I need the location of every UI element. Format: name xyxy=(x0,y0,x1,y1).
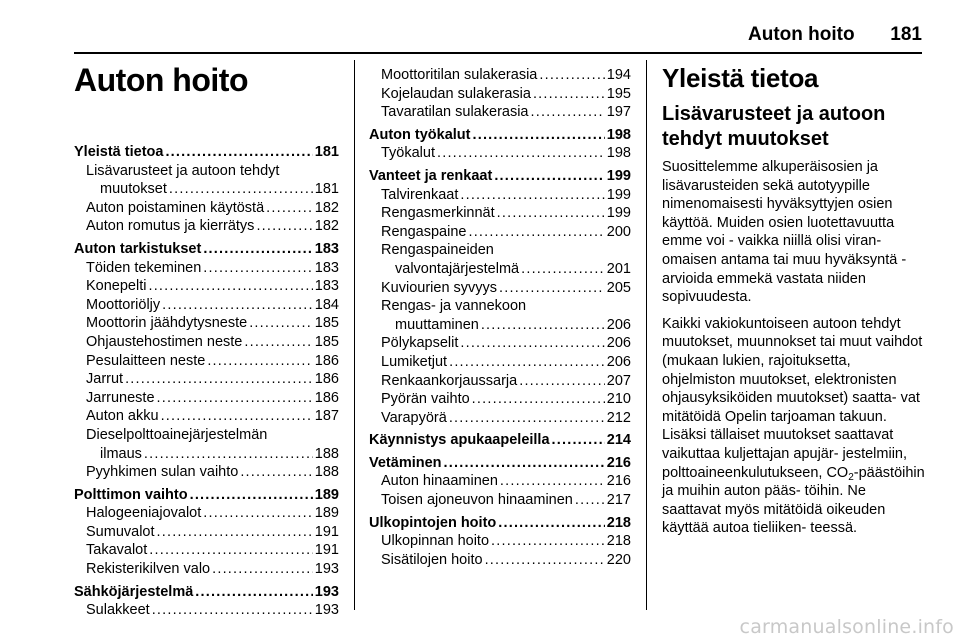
toc-page-number: 198 xyxy=(606,126,631,143)
toc-entry-title: muutokset xyxy=(100,181,167,198)
toc-entry-title: Auton akku xyxy=(86,408,159,425)
toc-entry xyxy=(74,463,339,482)
toc-entry-title: Rengaspaine xyxy=(381,223,467,240)
toc-entry xyxy=(369,372,631,391)
toc-entry-title: Auton työkalut xyxy=(369,126,471,143)
toc-entry-title: Sumuvalot xyxy=(86,523,155,540)
dot-leader xyxy=(498,514,605,533)
dot-leader xyxy=(249,314,313,333)
toc-entry-title: Rekisterikilven valo xyxy=(86,561,211,578)
toc-entry-title: Jarrut xyxy=(86,371,124,388)
toc-entry-title: Pyörän vaihto xyxy=(381,391,470,408)
toc-entry-title: Moottorin jäähdytysneste xyxy=(86,315,248,332)
toc-entry xyxy=(74,277,339,296)
dot-leader xyxy=(125,370,313,389)
toc-page-number: 187 xyxy=(314,408,339,425)
toc-section-entry xyxy=(369,167,631,186)
toc-entry xyxy=(369,144,631,163)
toc-entry-title: Ulkopinnan hoito xyxy=(381,533,490,550)
toc-page-number: 206 xyxy=(606,335,631,352)
dot-leader xyxy=(460,334,604,353)
dot-leader xyxy=(449,353,605,372)
toc-page-number: 181 xyxy=(314,181,339,198)
toc-page-number: 218 xyxy=(606,533,631,550)
dot-leader xyxy=(531,103,605,122)
dot-leader xyxy=(169,180,313,199)
dot-leader xyxy=(533,85,605,104)
toc-entry xyxy=(369,85,631,104)
toc-entry xyxy=(74,314,339,333)
section-text-column xyxy=(662,62,926,546)
toc-entry xyxy=(369,409,631,428)
toc-entry xyxy=(74,296,339,315)
toc-entry xyxy=(74,352,339,371)
dot-leader xyxy=(521,260,605,279)
toc-page-number: 183 xyxy=(314,278,339,295)
toc-entry-title: muuttaminen xyxy=(395,316,479,333)
toc-entry xyxy=(369,491,631,510)
paragraph-text: Kaikki vakiokuntoiseen autoon tehdyt muutokset, muunnokset tai muut vaihdot (mukaan lukien, rajoituksetta, ohjelmiston muutokset, elektronisten ohjausyksiköiden muutokset) saatta- vat mitätöidä Opelin tarjoaman takuun. Lisäksi tällaiset muutokset saattavat vaikuttaa kuljettajan apujär- jestelmiin, polttoaineenkulutukseen, CO xyxy=(662,315,923,481)
toc-entry-title: Yleistä tietoa xyxy=(74,144,164,160)
chapter-title: Auton hoito xyxy=(74,62,248,98)
toc-entry-title: Dieselpolttoainejärjestelmän xyxy=(86,426,268,443)
toc-page-number: 207 xyxy=(606,372,631,389)
running-header-title: Auton hoito xyxy=(748,24,855,45)
toc-entry-title: Töiden tekeminen xyxy=(86,259,202,276)
toc-page-number: 194 xyxy=(606,67,631,83)
dot-leader xyxy=(212,560,313,579)
toc-entry-title: Auton tarkistukset xyxy=(74,240,202,257)
toc-page-number: 200 xyxy=(606,223,631,240)
toc-page-number: 199 xyxy=(606,167,631,184)
toc-entry-title: Lisävarusteet ja autoon tehdyt xyxy=(86,162,280,179)
toc-entry-title: Moottoriöljy xyxy=(86,296,161,313)
toc-page-number: 199 xyxy=(606,205,631,222)
toc-entry-continued xyxy=(369,297,631,316)
dot-leader xyxy=(494,167,604,186)
toc-page-number: 182 xyxy=(314,218,339,235)
toc-entry xyxy=(369,186,631,205)
toc-section-entry xyxy=(74,583,339,602)
toc-entry xyxy=(74,504,339,523)
toc-entry-title: Työkalut xyxy=(381,145,435,162)
toc-page-number: 193 xyxy=(314,602,339,619)
dot-leader xyxy=(162,296,313,315)
dot-leader xyxy=(539,66,604,85)
toc-page-number: 197 xyxy=(606,104,631,121)
paragraph-text: -päästöihin ja muihin auton pääs- töihin. Ne saattavat myös mitätöidä oikeuden käyttää autoa tieliiken- teessä. xyxy=(662,464,925,537)
dot-leader xyxy=(203,259,313,278)
dot-leader xyxy=(266,199,313,218)
toc-entry xyxy=(74,541,339,560)
toc-entry-continued xyxy=(369,241,631,260)
toc-entry xyxy=(369,353,631,372)
toc-entry xyxy=(369,204,631,223)
toc-entry-title: Lumiketjut xyxy=(381,353,448,370)
toc-entry xyxy=(74,389,339,408)
toc-page-number: 214 xyxy=(606,432,631,449)
toc-page-number: 185 xyxy=(314,315,339,332)
toc-entry-title: Ohjaustehostimen neste xyxy=(86,333,243,350)
toc-entry xyxy=(369,334,631,353)
toc-entry-title: Sulakkeet xyxy=(86,602,150,619)
toc-page-number: 189 xyxy=(314,486,339,503)
toc-section-entry xyxy=(369,431,631,450)
toc-entry xyxy=(74,370,339,389)
table-of-contents-column-2 xyxy=(369,66,631,569)
toc-page-number: 205 xyxy=(606,279,631,296)
toc-page-number: 216 xyxy=(606,473,631,490)
dot-leader xyxy=(157,523,313,542)
toc-entry xyxy=(74,560,339,579)
table-of-contents-column-1 xyxy=(74,143,339,620)
toc-entry-title: Kojelaudan sulakerasia xyxy=(381,85,531,102)
dot-leader xyxy=(575,491,605,510)
toc-entry-title: Rengas- ja vannekoon xyxy=(381,298,527,315)
dot-leader xyxy=(552,431,605,450)
toc-section-entry xyxy=(74,143,339,162)
dot-leader xyxy=(491,532,605,551)
toc-page-number: 212 xyxy=(606,409,631,426)
toc-entry-title: Kuviourien syvyys xyxy=(381,279,498,296)
dot-leader xyxy=(148,277,312,296)
paragraph xyxy=(662,315,926,538)
toc-entry xyxy=(74,523,339,542)
toc-page-number: 195 xyxy=(606,85,631,102)
toc-page-number: 191 xyxy=(314,542,339,559)
watermark: carmanualsonline.info xyxy=(739,616,954,638)
column-divider xyxy=(646,60,647,610)
toc-entry xyxy=(74,217,339,236)
column-divider xyxy=(354,60,355,610)
toc-entry-title: Käynnistys apukaapeleilla xyxy=(369,432,550,449)
toc-entry xyxy=(369,260,631,279)
toc-page-number: 201 xyxy=(606,260,631,277)
dot-leader xyxy=(437,144,605,163)
toc-entry xyxy=(74,445,339,464)
toc-page-number: 220 xyxy=(606,551,631,568)
toc-entry xyxy=(74,199,339,218)
toc-page-number: 181 xyxy=(314,144,339,160)
dot-leader xyxy=(481,316,605,335)
toc-entry-title: Pesulaitteen neste xyxy=(86,352,206,369)
toc-entry-title: Auton hinaaminen xyxy=(381,473,498,490)
toc-entry-continued xyxy=(74,426,339,445)
toc-page-number: 193 xyxy=(314,561,339,578)
toc-page-number: 191 xyxy=(314,523,339,540)
dot-leader xyxy=(473,126,605,145)
toc-entry xyxy=(74,333,339,352)
dot-leader xyxy=(449,409,605,428)
dot-leader xyxy=(244,333,312,352)
dot-leader xyxy=(444,454,605,473)
toc-page-number: 218 xyxy=(606,514,631,531)
section-heading: Yleistä tietoa xyxy=(662,63,819,93)
toc-entry-title: Talvirenkaat xyxy=(381,186,459,203)
toc-page-number: 188 xyxy=(314,464,339,481)
header-rule xyxy=(74,52,922,54)
page-number: 181 xyxy=(890,24,922,45)
toc-page-number: 186 xyxy=(314,352,339,369)
dot-leader xyxy=(149,541,313,560)
toc-entry-title: Toisen ajoneuvon hinaaminen xyxy=(381,492,573,509)
dot-leader xyxy=(190,486,313,505)
toc-entry xyxy=(369,279,631,298)
toc-page-number: 186 xyxy=(314,389,339,406)
toc-entry-title: Vanteet ja renkaat xyxy=(369,167,493,184)
toc-page-number: 210 xyxy=(606,391,631,408)
toc-entry-title: Polttimon vaihto xyxy=(74,486,188,503)
toc-section-entry xyxy=(369,514,631,533)
dot-leader xyxy=(256,217,312,236)
toc-entry xyxy=(74,180,339,199)
dot-leader xyxy=(472,390,605,409)
dot-leader xyxy=(195,583,313,602)
toc-entry-title: valvontajärjestelmä xyxy=(395,260,520,277)
toc-entry xyxy=(74,407,339,426)
toc-page-number: 189 xyxy=(314,505,339,522)
dot-leader xyxy=(468,223,604,242)
toc-page-number: 206 xyxy=(606,316,631,333)
toc-entry-title: ilmaus xyxy=(100,445,142,462)
toc-page-number: 185 xyxy=(314,333,339,350)
section-subheading: Lisävarusteet ja autoon tehdyt muutokset xyxy=(662,103,886,150)
toc-entry-title: Rengaspaineiden xyxy=(381,242,494,259)
dot-leader xyxy=(497,204,605,223)
toc-page-number: 183 xyxy=(314,259,339,276)
toc-page-number: 216 xyxy=(606,454,631,471)
toc-entry-title: Rengasmerkinnät xyxy=(381,205,495,222)
toc-entry-title: Auton romutus ja kierrätys xyxy=(86,218,255,235)
toc-entry-title: Sisätilojen hoito xyxy=(381,551,483,568)
toc-entry xyxy=(74,259,339,278)
toc-entry-title: Tavaratilan sulakerasia xyxy=(381,104,529,121)
toc-entry-title: Auton poistaminen käytöstä xyxy=(86,199,265,216)
toc-entry-title: Vetäminen xyxy=(369,454,442,471)
dot-leader xyxy=(460,186,604,205)
toc-entry-title: Halogeeniajovalot xyxy=(86,505,202,522)
dot-leader xyxy=(203,240,312,259)
toc-page-number: 199 xyxy=(606,186,631,203)
toc-entry-title: Pyyhkimen sulan vaihto xyxy=(86,464,239,481)
toc-entry xyxy=(369,316,631,335)
toc-page-number: 186 xyxy=(314,371,339,388)
toc-entry xyxy=(369,390,631,409)
toc-entry xyxy=(369,66,631,85)
toc-entry xyxy=(369,532,631,551)
toc-entry xyxy=(369,103,631,122)
dot-leader xyxy=(500,472,605,491)
dot-leader xyxy=(499,279,605,298)
toc-entry xyxy=(369,551,631,570)
toc-section-entry xyxy=(369,126,631,145)
dot-leader xyxy=(485,551,605,570)
toc-page-number: 184 xyxy=(314,296,339,313)
dot-leader xyxy=(157,389,313,408)
toc-page-number: 193 xyxy=(314,583,339,600)
paragraph: Suosittelemme alkuperäisosien ja lisävarusteiden sekä autotyypille nimenomaisesti hyväksyttyjen osien käyttöä. Muiden osien luotettavuutta emme voi - vaikka niillä olisi viran- omaisen antama tai muu hyväksyntä - arvioida emmekä vastata niiden sopivuudesta. xyxy=(662,159,907,306)
toc-entry-title: Sähköjärjestelmä xyxy=(74,583,194,600)
dot-leader xyxy=(161,407,313,426)
toc-entry-title: Pölykapselit xyxy=(381,335,459,352)
toc-page-number: 182 xyxy=(314,199,339,216)
toc-section-entry xyxy=(74,240,339,259)
toc-entry xyxy=(74,601,339,620)
toc-entry xyxy=(369,472,631,491)
toc-page-number: 198 xyxy=(606,145,631,162)
toc-page-number: 188 xyxy=(314,445,339,462)
toc-entry-title: Jarruneste xyxy=(86,389,155,406)
dot-leader xyxy=(203,504,313,523)
toc-entry-title: Varapyörä xyxy=(381,409,447,426)
subscript: 2 xyxy=(848,471,854,483)
dot-leader xyxy=(144,445,313,464)
dot-leader xyxy=(152,601,313,620)
toc-page-number: 217 xyxy=(606,492,631,509)
toc-page-number: 183 xyxy=(314,240,339,257)
dot-leader xyxy=(519,372,605,391)
toc-entry xyxy=(369,223,631,242)
toc-entry-title: Takavalot xyxy=(86,542,148,559)
toc-entry-title: Konepelti xyxy=(86,278,147,295)
toc-entry-title: Ulkopintojen hoito xyxy=(369,514,497,531)
toc-entry-continued xyxy=(74,162,339,181)
dot-leader xyxy=(240,463,312,482)
toc-section-entry xyxy=(74,486,339,505)
dot-leader xyxy=(165,143,312,162)
toc-section-entry xyxy=(369,454,631,473)
toc-entry-title: Moottoritilan sulakerasia xyxy=(381,67,538,83)
toc-entry-title: Renkaankorjaussarja xyxy=(381,372,518,389)
dot-leader xyxy=(207,352,312,371)
toc-page-number: 206 xyxy=(606,353,631,370)
